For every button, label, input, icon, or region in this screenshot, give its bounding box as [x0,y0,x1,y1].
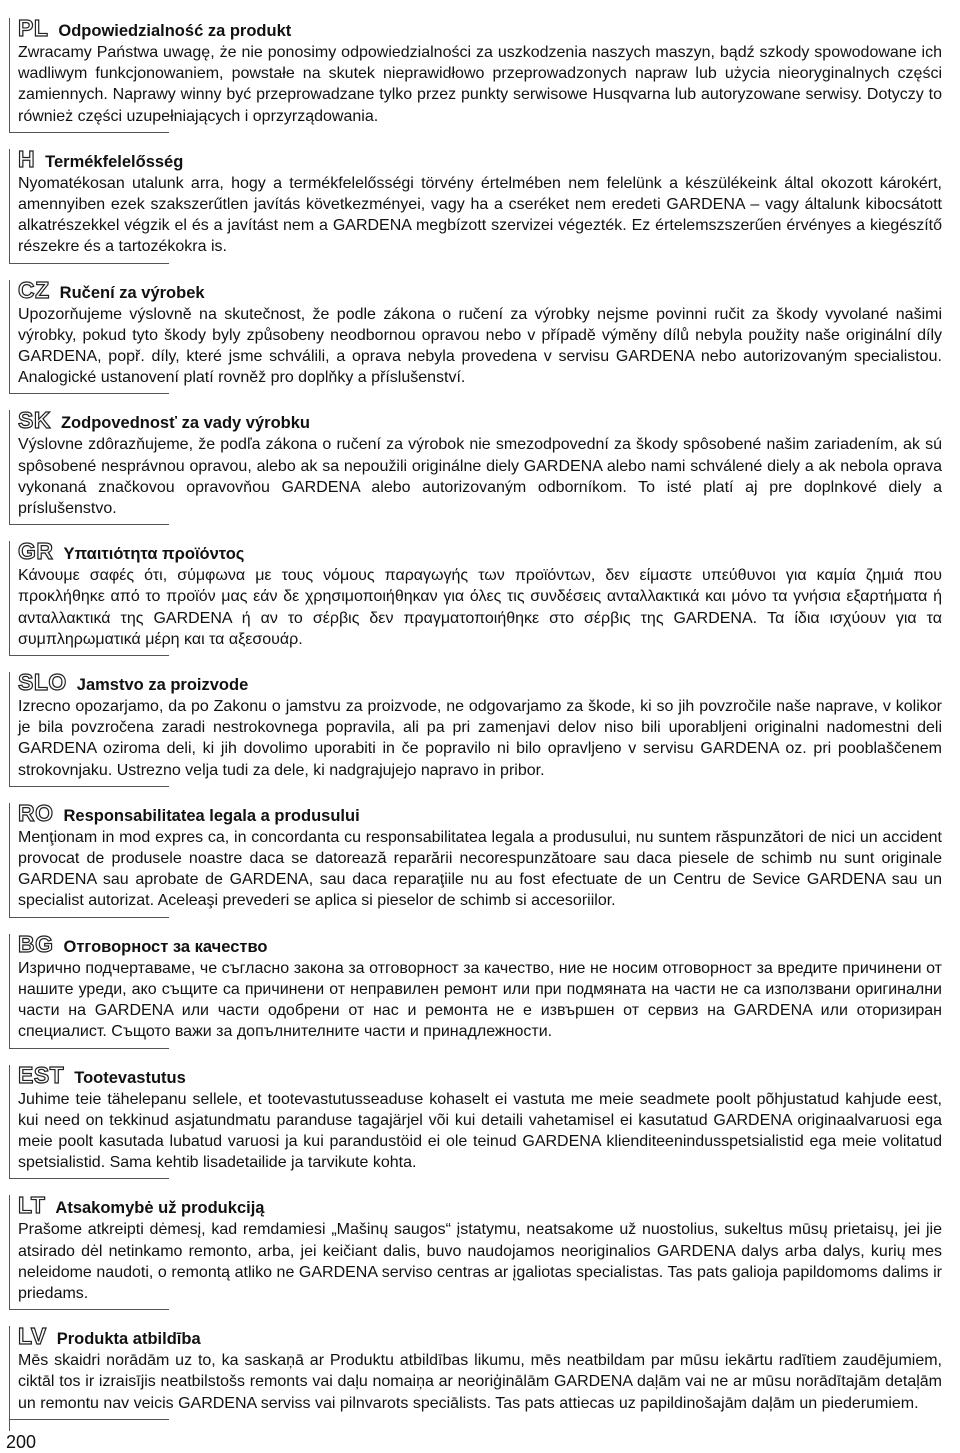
section-header [18,276,942,304]
section-ro [18,799,942,918]
section-text: Zwracamy Państwa uwagę, że nie ponosimy odpowiedzialności za uszkodzenia naszych maszyn, bądź szkody spowodowane ich wadliwym funkcjonowaniem, powstałe na skutek nieprawidłowo przeprowadzonych napraw lub użycia nieoryginalnych części zamiennych. Naprawy winny być przeprowadzane tylko przez punkty serwisowe Husqvarna lub autoryzowane serwisy. Dotyczy to również części uzupełniających i oprzyrządowania. [18,44,942,125]
page-number: 200 [6,1432,37,1452]
section-header [18,668,942,696]
section-title: Responsabilitatea legala a produsului [63,806,360,825]
section-text: Menţionam in mod expres ca, in concordanta cu responsabilitatea legala a produsului, nu suntem răspunzători de nici un accident provocat de produsele noastre daca se datorează reparării necorespunzătoare sau daca piesele de schimb nu sunt originale GARDENA sau aprobate de GARDENA, sau daca reparaţiile nu au fost efectuate de un Centru de Sevice GARDENA sau un specialist autorizat. Aceleaşi prevederi se aplica si pieselor de schimb si accesoriilor. [18,828,942,910]
language-code: BG [18,930,54,957]
section-text: Prašome atkreipti dėmesį, kad remdamiesi „Mašinų saugos“ įstatymu, neatsakome už nuostolius, sukeltus mūsų prietaisų, jei jie atsirado dėl netinkamo remonto, arba, jei keičiant dalis, buvo naudojamos neoriginalios GARDENA dalys arba dalys, kurių mes neleidome naudoti, o remontą atliko ne GARDENA serviso centras ar įgaliotas specialistas. Tas pats galioja papildomoms dalims ir priedams. [18,1221,942,1302]
section-est [18,1061,942,1180]
section-gr [18,537,942,656]
language-code: SLO [18,669,67,696]
page-number-rule [9,1413,10,1431]
section-title: Zodpovednosť za vady výrobku [60,414,310,433]
section-lt [18,1191,942,1310]
language-code: RO [18,799,54,826]
section-title: Jamstvo za proizvode [76,676,249,695]
section-bg [18,930,942,1049]
section-text: Izrecno opozarjamo, da po Zakonu o jamstvu za proizvode, ne odgovarjamo za škode, ki so jih povzročile naše naprave, v kolikor je bila povzročena zaradi nestrokovnega popravila, ali pa pri zamenjavi delov niso bili uporabljeni originalni nadomestni deli GARDENA oziroma deli, ki jih dovolimo uporabiti in če popravilo ni bilo opravljeno v servisu GARDENA oz. pri pooblaščenem strokovnjaku. Ustrezno velja tudi za dele, ki nadgrajujejo napravo in pribor. [18,698,942,779]
section-header [18,1191,942,1219]
language-code: LV [18,1323,47,1350]
language-code: LT [18,1192,46,1219]
section-sk [18,406,942,525]
section-header [18,406,942,434]
section-text: Výslovne zdôrazňujeme, že podľa zákona o ručení za výrobok nie smezodpovední za škody spôsobené našim zariadením, ak sú spôsobené nesprávnou opravou, alebo ak sa nepoužili originálne diely GARDENA alebo nami schválené diely a ak nebola oprava vykonaná značkovou opravovňou GARDENA alebo autorizovaným odborníkom. To isté platí aj pre doplnkové diely a príslušenstvo. [18,436,942,518]
language-code: CZ [18,276,50,303]
section-title: Produkta atbildība [56,1330,201,1349]
section-cz [18,276,942,395]
section-lv [18,1322,942,1420]
section-title: Atsakomybė už produkciją [55,1199,265,1218]
language-code: EST [18,1061,65,1088]
document-body [18,14,942,1432]
section-title: Ručení za výrobek [59,283,205,302]
section-title: Отговорност за качество [63,937,268,956]
section-title: Odpowiedzialność za produkt [58,22,292,40]
section-header [18,1322,942,1350]
section-header [18,930,942,958]
section-header [18,1061,942,1089]
section-title: Tootevastutus [74,1068,186,1087]
section-slo [18,668,942,787]
section-header [18,537,942,565]
section-text: Изрично подчертаваме, че съгласно закона за отговорност за качество, ние не носим отговорност за вредите причинени от нашите уреди, ако същите са причинени от неправилен ремонт или при подмяната на части не са използвани оригинални части на GARDENA или части одобрени от нас и ремонта не е извършен от сервиз на GARDENA или оторизиран специалист. Същото важи за допълнителните части и принадлежности. [18,959,942,1041]
section-text: Κάνουμε σαφές ότι, σύμφωνα με τους νόμους παραγωγής των προϊόντων, δεν είμαστε υπεύθυνοι για καμία ζημιά που προκλήθηκε από το προϊόν μας εάν δε χρησιμοποιήθηκαν για όλες τις συνδέσεις ανταλλακτικά και μόνο τα γνήσια εξαρτήματα ή ανταλλακτικά της GARDENA ή αν το σέρβις δεν πραγματοποιήθηκε στο σέρβις της GARDENA. Τα ίδια ισχύουν για τα συμπληρωματικά μέρη και τα αξεσουάρ. [18,567,942,648]
section-header [18,145,942,173]
section-text: Upozorňujeme výslovně na skutečnost, že podle zákona o ručení za výrobky nejsme povinni ručit za škody vyvolané našimi výrobky, pokud tyto škody byly způsobeny neodbornou opravou nebo v případě výměny dílů nebyla použity naše originální díly GARDENA, popř. díly, které jsme schválili, a oprava nebyla provedena v servisu GARDENA nebo autorizovaným specialistou. Analogické ustanovení platí rovněž pro doplňky a příslušenství. [18,305,942,387]
section-text: Nyomatékosan utalunk arra, hogy a termékfelelősségi törvény értelmében nem felelünk a készülékeink által okozott károkért, amennyiben ezek szakszerűtlen javítás következményei, vagy ha a cseréket nem eredeti GARDENA – vagy általunk kibocsátott alkatrészekkel végzik el és a javítást nem a GARDENA megbízott szervizei végezték. Ez értelemszszerűen érvényes a kiegészítő részekre és a tartozékokra is. [18,174,942,256]
section-header [18,799,942,827]
language-code: PL [18,15,49,41]
language-code: GR [18,538,54,565]
section-title: Υπαιτιότητα προϊόντος [63,545,245,564]
section-header [18,14,942,42]
section-text: Juhime teie tähelepanu sellele, et tootevastutusseaduse kohaselt ei vastuta me meie seadmete poolt põhjustatud kahjude eest, kui need on tekkinud asjatundmatu paranduse tagajärjel või kui detaili vahetamisel ei kasutatud GARDENA originaalvaruosi ega meie poolt kasutada lubatud varuosi ja kui parandustöid ei ole teinud GARDENA klienditeenindusspetsialistid ega meie volitatud spetsialistid. Sama kehtib lisadetailide ja tarvikute kohta. [18,1090,942,1172]
section-text: Mēs skaidri norādām uz to, ka saskaņā ar Produktu atbildības likumu, mēs neatbildam par mūsu iekārtu radītiem zaudējumiem, ciktāl tos ir izraisījis neatbilstošs remonts vai daļu nomaiņa ar neoriģinālām GARDENA daļām vai ne ar mūsu norādītajām detaļām un remontu nav veicis GARDENA serviss vai pilnvarots speciālists. Tas pats attiecas uz papildinošajām daļām un piederumiem. [18,1352,942,1412]
section-title: Termékfelelősség [45,152,184,171]
language-code: H [18,145,36,172]
language-code: SK [18,407,51,434]
section-h [18,145,942,264]
section-pl [18,14,942,133]
